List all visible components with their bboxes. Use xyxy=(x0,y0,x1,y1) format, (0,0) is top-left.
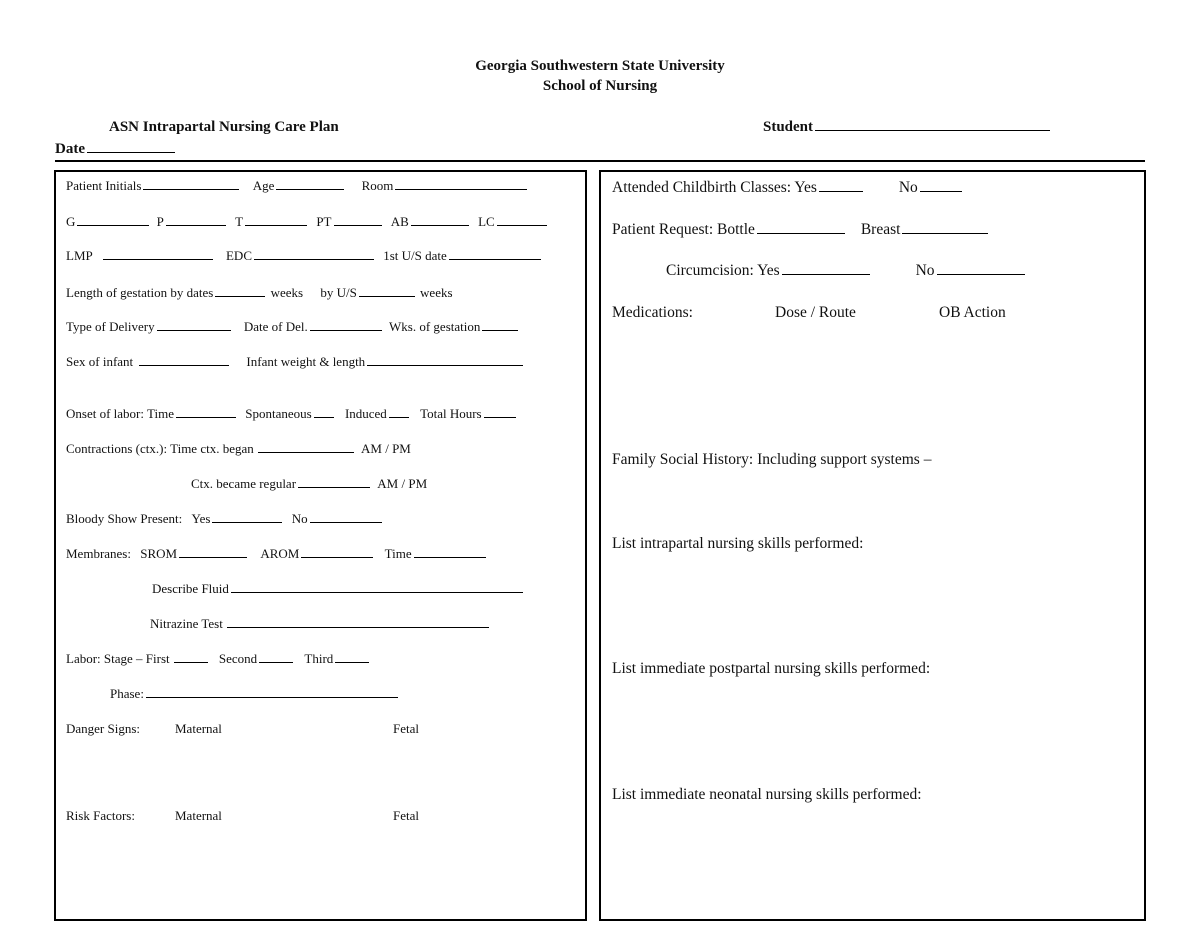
row-infant[interactable]: Sex of infant Infant weight & length xyxy=(66,354,525,370)
row-circumcision[interactable]: Circumcision: Yes No xyxy=(666,262,1027,280)
row-ctx-regular[interactable]: Ctx. became regular AM / PM xyxy=(191,476,428,491)
row-gestation-length[interactable]: Length of gestation by dates weeks by U/S weeks xyxy=(66,285,453,300)
student-field[interactable]: Student xyxy=(763,119,1052,136)
row-gravida-para[interactable]: G P T PT AB LC xyxy=(66,214,549,230)
label-risk-factors: Risk Factors: xyxy=(66,808,135,823)
label-danger-fetal: Fetal xyxy=(393,721,419,736)
row-patient-initials[interactable]: Patient Initials Age Room xyxy=(66,178,529,194)
label-postpartal-skills: List immediate postpartal nursing skills performed: xyxy=(612,660,931,677)
label-intrapartal-skills: List intrapartal nursing skills performed: xyxy=(612,535,864,552)
label-risk-fetal: Fetal xyxy=(393,808,419,823)
label-dose-route: Dose / Route xyxy=(775,304,856,321)
label-medications: Medications: xyxy=(612,304,693,321)
row-delivery[interactable]: Type of Delivery Date of Del. Wks. of gestation xyxy=(66,319,520,335)
label-ob-action: OB Action xyxy=(939,304,1006,321)
row-membranes[interactable]: Membranes: SROM AROM Time xyxy=(66,546,488,562)
row-phase[interactable]: Phase: xyxy=(110,686,400,702)
row-patient-request[interactable]: Patient Request: Bottle Breast xyxy=(612,221,990,239)
row-labor-stage[interactable]: Labor: Stage – First Second Third xyxy=(66,651,371,667)
row-lmp-edc[interactable]: LMP EDC 1st U/S date xyxy=(66,248,543,264)
label-family-history: Family Social History: Including support systems – xyxy=(612,451,932,468)
date-field[interactable]: Date xyxy=(55,141,177,158)
label-neonatal-skills: List immediate neonatal nursing skills performed: xyxy=(612,786,922,803)
label-danger-maternal: Maternal xyxy=(175,721,222,736)
university-name: Georgia Southwestern State University xyxy=(475,58,725,74)
school-name: School of Nursing xyxy=(542,78,658,94)
label-risk-maternal: Maternal xyxy=(175,808,222,823)
row-describe-fluid[interactable]: Describe Fluid xyxy=(152,581,525,597)
form-title: ASN Intrapartal Nursing Care Plan xyxy=(109,119,339,135)
header-divider xyxy=(55,160,1145,162)
row-onset-labor[interactable]: Onset of labor: Time Spontaneous Induced Total Hours xyxy=(66,406,518,422)
label-danger-signs: Danger Signs: xyxy=(66,721,141,736)
row-nitrazine[interactable]: Nitrazine Test xyxy=(150,616,491,632)
row-bloody-show[interactable]: Bloody Show Present: Yes No xyxy=(66,511,384,527)
row-childbirth-classes[interactable]: Attended Childbirth Classes: Yes No xyxy=(612,179,964,197)
row-contractions[interactable]: Contractions (ctx.): Time ctx. began AM / PM xyxy=(66,441,411,456)
